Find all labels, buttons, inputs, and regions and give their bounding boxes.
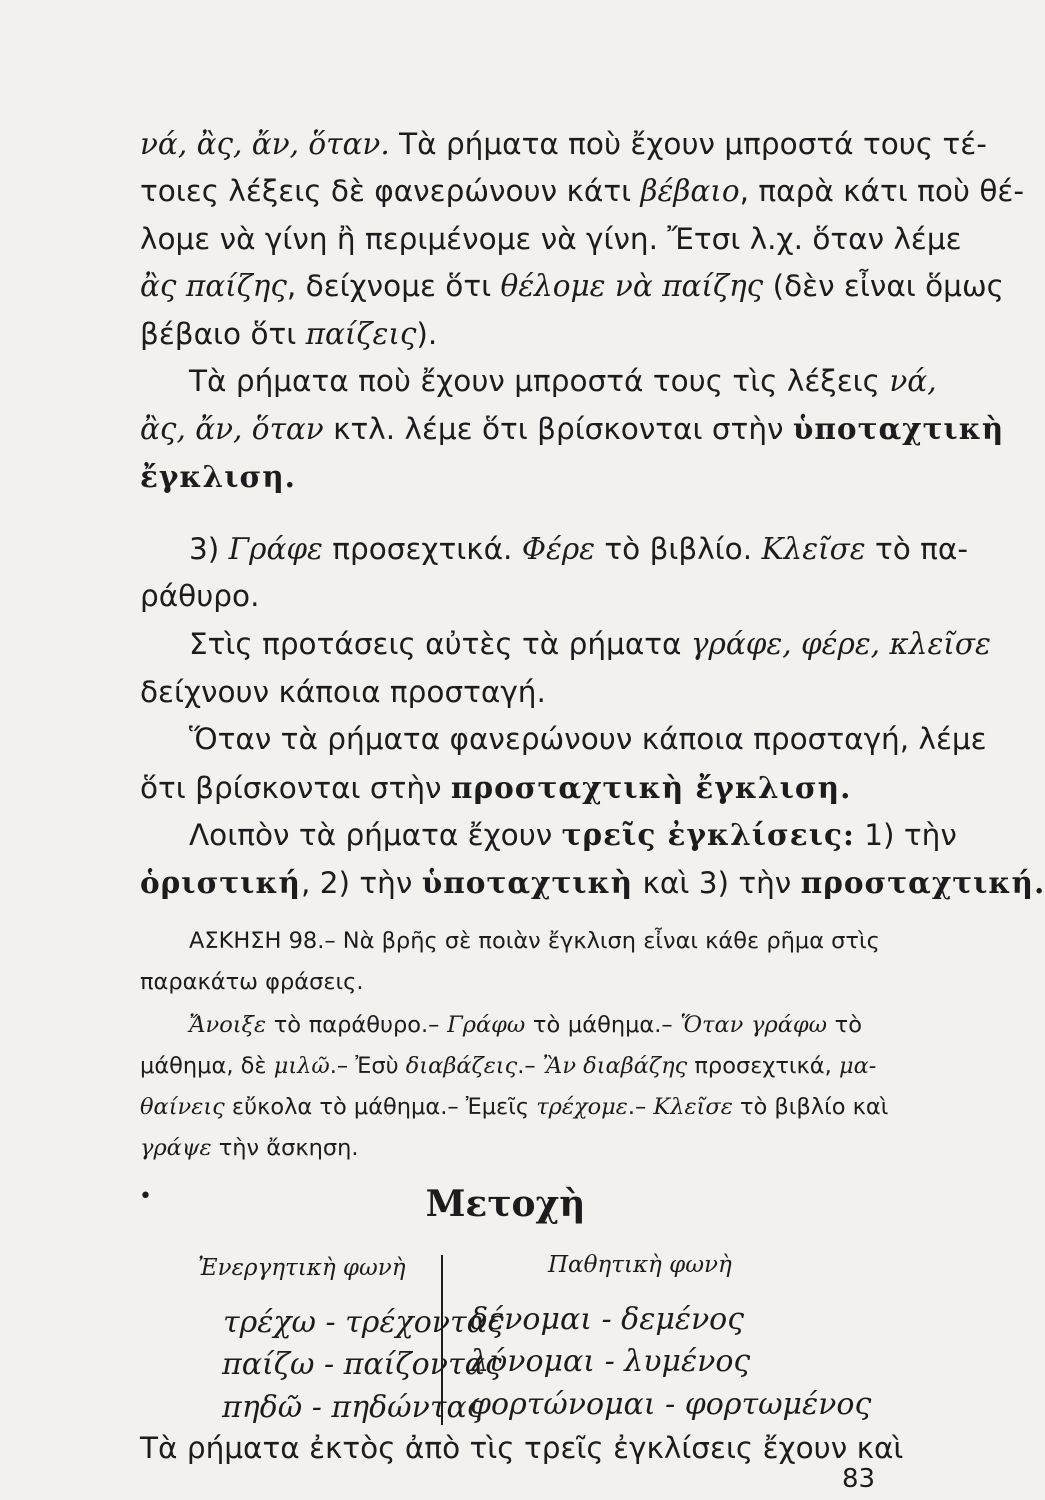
p6-l1-text: Λοιπὸν τὰ ρήματα ἔχουν: [189, 818, 562, 852]
p1-l2-text-end: , παρὰ κάτι ποὺ θέ-: [739, 174, 1024, 208]
p2-l1-italic: νά,: [889, 364, 937, 398]
p3-line-2: ράθυρο.: [140, 579, 260, 613]
passive-form-2: λύνομαι - λυμένος: [470, 1344, 751, 1379]
ex-l5-t2: .–: [627, 1094, 654, 1120]
p2-l2-text: κτλ. λέμε ὅτι βρίσκονται στὴν: [323, 412, 793, 446]
ex-l5-t1: εὔκολα τὸ μάθημα.– Ἐμεῖς: [224, 1094, 537, 1120]
p2-line-2: [140, 411, 1005, 446]
exercise-line-4: [140, 1053, 877, 1079]
p6-l2-bold-a: ὁριστική: [140, 865, 302, 900]
p1-l5-end: ).: [416, 317, 438, 351]
ex-l3-i3: Ὅταν γράφω: [680, 1012, 827, 1038]
ex-l4-t2: .– Ἐσὺ: [329, 1053, 406, 1079]
p4-l1-text: Στὶς προτάσεις αὐτὲς τὰ ρήματα: [189, 627, 691, 661]
p6-l2-bold-b: ὑποταχτικὴ: [421, 865, 634, 900]
ex-l3-t1: τὸ παράθυρο.–: [266, 1012, 448, 1038]
p1-l2-text: τοιες λέξεις δὲ φανερώνουν κάτι: [140, 174, 641, 208]
p3-l1-text-a: προσεχτικά.: [322, 532, 522, 566]
exercise-line-2: παρακάτω φράσεις.: [140, 969, 364, 995]
ex-l6-t1: τὴν ἄσκηση.: [211, 1135, 359, 1161]
exercise-line-6: [140, 1137, 862, 1160]
p1-line-2: [140, 174, 1024, 208]
p1-line-1: [140, 127, 987, 161]
p2-l2-bold: ὑποταχτικὴ: [792, 411, 1005, 446]
p5-line-2: [140, 770, 862, 805]
p2-line-3: [140, 459, 862, 494]
p1-l4-text-end: (δὲν εἶναι ὅμως: [763, 269, 1004, 303]
p5-l2-text: ὅτι βρίσκονται στὴν: [140, 771, 451, 805]
ex-l4-t1: μάθημα, δὲ: [140, 1053, 274, 1079]
p6-l2-bold-c: προσταχτική.: [800, 865, 1045, 900]
ex-l6-i1: γράψε: [140, 1135, 212, 1161]
p1-l5-text: βέβαιο ὅτι: [140, 317, 306, 351]
p4-line-2: δείχνουν κάποια προσταγή.: [140, 675, 546, 709]
exercise-line-5: [140, 1094, 889, 1120]
p2-l1-text: Τὰ ρήματα ποὺ ἔχουν μπροστά τους τὶς λέξεις: [189, 364, 890, 398]
ex-l5-i3: Κλεῖσε: [653, 1094, 733, 1120]
closing-line: Τὰ ρήματα ἐκτὸς ἀπὸ τὶς τρεῖς ἐγκλίσεις ἔχουν καὶ: [140, 1431, 904, 1465]
section-heading: Μετοχὴ: [425, 1183, 586, 1225]
column-heading-active: Ἐνεργητικὴ φωνὴ: [198, 1255, 406, 1281]
active-form-2: παίζω - παίζοντας: [222, 1347, 502, 1382]
ex-l5-i1: θαίνεις: [140, 1094, 225, 1120]
p3-l1-text-b: τὸ βιβλίο.: [595, 532, 762, 566]
column-heading-passive: Παθητικὴ φωνὴ: [548, 1252, 732, 1278]
ex-l3-t2: τὸ μάθημα.–: [525, 1012, 681, 1038]
p3-l1-italic-b: Φέρε: [521, 532, 596, 566]
p6-l1-end: 1) τὴν: [854, 818, 957, 852]
ex-l4-i1: μιλῶ: [273, 1053, 330, 1079]
ex-l4-i3: Ἂν διαβάζης: [542, 1053, 688, 1079]
p6-line-2: [140, 865, 1045, 900]
ex-l3-t3: τὸ: [827, 1012, 862, 1038]
p6-l2-text-a: , 2) τὴν: [301, 866, 422, 900]
ex-l4-i2: διαβάζεις: [405, 1053, 518, 1079]
ex-l3-i1: Ἄνοιξε: [189, 1012, 267, 1038]
p1-l5-italic: παίζεις: [305, 317, 417, 351]
p6-l1-bold: τρεῖς ἐγκλίσεις:: [561, 817, 855, 852]
p1-l4-text: , δείχνομε ὅτι: [286, 269, 501, 303]
passive-form-3: φορτώνομαι - φορτωμένος: [470, 1387, 872, 1422]
p1-line-4: [140, 269, 1004, 303]
p4-line-1: [189, 627, 991, 661]
page-number: 83: [842, 1464, 876, 1494]
p3-l1-num: 3): [189, 532, 229, 566]
ex-l4-t3: .–: [517, 1053, 543, 1079]
p1-line-3: λομε νὰ γίνη ἢ περιμένομε νὰ γίνη. Ἔτσι λ.χ. ὅταν λέμε: [140, 222, 962, 256]
p3-line-1: [189, 532, 968, 566]
p3-l1-italic-c: Κλεῖσε: [761, 532, 866, 566]
p6-l2-text-b: καὶ 3) τὴν: [633, 866, 801, 900]
p1-l1-text: Τὰ ρήματα ποὺ ἔχουν μπροστά τους τέ-: [389, 127, 987, 161]
p1-l1-italic: νά, ἂς, ἄν, ὅταν.: [140, 127, 390, 161]
exercise-line-3: [189, 1014, 862, 1037]
p1-l2-italic: βέβαιο: [640, 174, 740, 208]
active-form-1: τρέχω - τρέχοντας: [223, 1305, 504, 1340]
p1-l4-italic-a: ἂς παίζης: [140, 269, 287, 303]
p4-l1-italic: γράφε, φέρε, κλεῖσε: [690, 627, 991, 661]
p5-l2-bold: προσταχτικὴ ἔγκλιση.: [450, 770, 852, 805]
p2-l3-bold: ἔγκλιση.: [140, 459, 296, 494]
p2-l2-italic: ἂς, ἄν, ὅταν: [140, 412, 324, 446]
exercise-line-1: ΑΣΚΗΣΗ 98.– Νὰ βρῆς σὲ ποιὰν ἔγκλιση εἶναι κάθε ρῆμα στὶς: [189, 928, 880, 954]
p2-line-1: [189, 364, 937, 398]
ex-l5-i2: τρέχομε: [536, 1094, 628, 1120]
ex-l4-t4: προσεχτικά,: [687, 1053, 839, 1079]
p6-line-1: [189, 817, 957, 852]
p3-l1-text-c: τὸ πα-: [865, 532, 968, 566]
ex-l4-i4: μα-: [838, 1053, 877, 1079]
passive-form-1: δένομαι - δεμένος: [470, 1302, 745, 1337]
bullet-icon: •: [139, 1184, 152, 1209]
p3-l1-italic-a: Γράφε: [228, 532, 323, 566]
ex-l3-i2: Γράφω: [447, 1012, 526, 1038]
p5-line-1: Ὅταν τὰ ρήματα φανερώνουν κάποια προσταγή, λέμε: [189, 722, 987, 756]
p1-l4-italic-b: θέλομε νὰ παίζης: [500, 269, 764, 303]
ex-l5-t3: τὸ βιβλίο καὶ: [732, 1094, 889, 1120]
p1-line-5: [140, 317, 862, 351]
active-form-3: πηδῶ - πηδώντας: [222, 1390, 484, 1425]
